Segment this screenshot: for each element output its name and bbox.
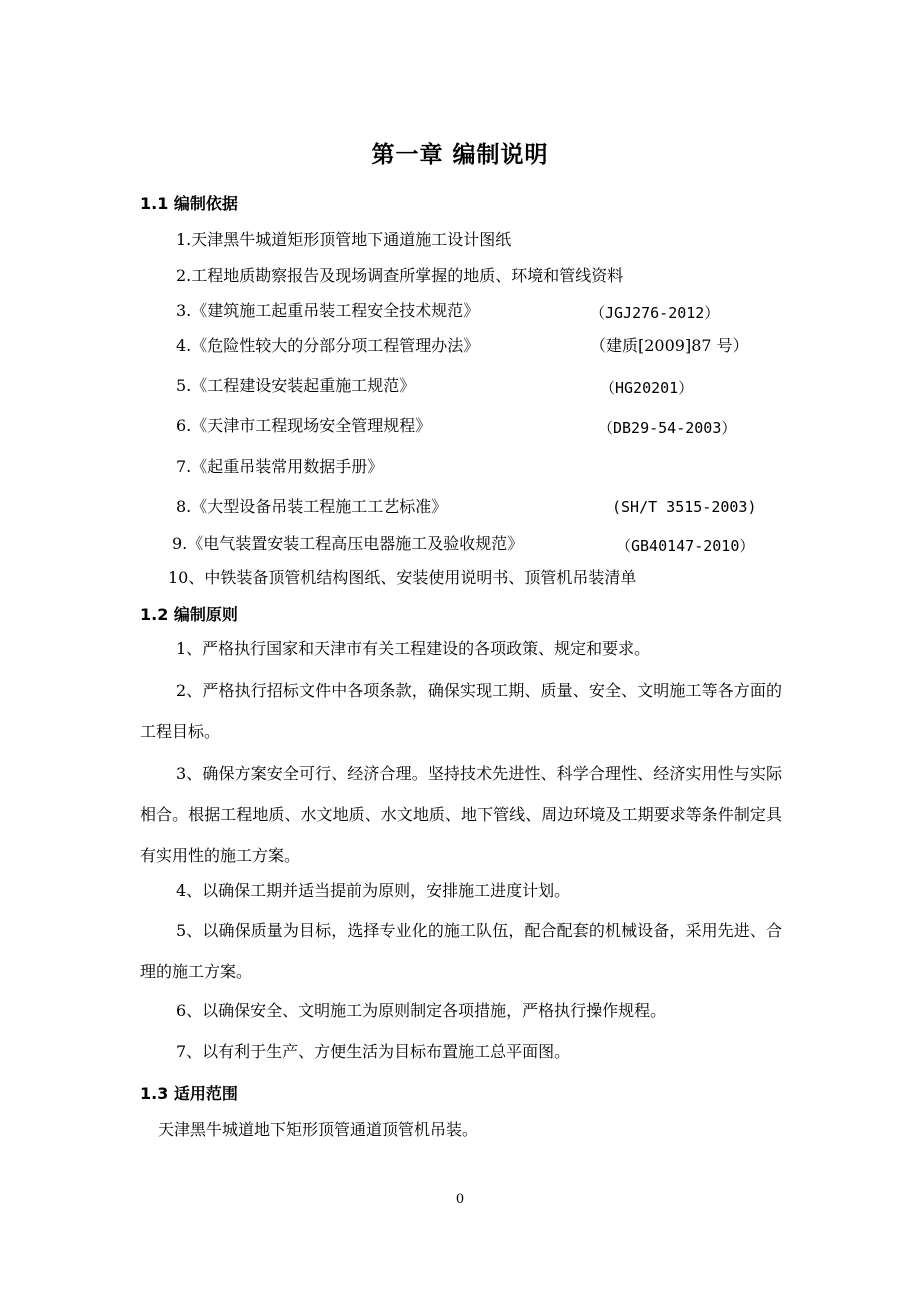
basis-item-code: （HG20201）	[600, 379, 694, 397]
basis-item: 10、中铁装备顶管机结构图纸、安装使用说明书、顶管机吊装清单	[168, 568, 637, 587]
section-heading-basis: 1.1 编制依据	[140, 194, 238, 213]
principle-paragraph: 1、严格执行国家和天津市有关工程建设的各项政策、规定和要求。	[176, 639, 651, 658]
basis-item-code: （JGJ276-2012）	[590, 304, 720, 322]
basis-item: 6.《天津市工程现场安全管理规程》	[176, 416, 432, 435]
basis-item-code: （DB29-54-2003）	[598, 419, 737, 437]
principle-paragraph: 4、以确保工期并适当提前为原则，安排施工进度计划。	[176, 881, 571, 900]
scope-text: 天津黑牛城道地下矩形顶管通道顶管机吊装。	[158, 1120, 479, 1139]
page-number: 0	[455, 1192, 465, 1207]
principle-paragraph: 2、严格执行招标文件中各项条款，确保实现工期、质量、安全、文明施工等各方面的工程目标。	[140, 681, 782, 741]
basis-item: 8.《大型设备吊装工程施工工艺标准》	[176, 497, 448, 516]
principle-paragraph: 5、以确保质量为目标，选择专业化的施工队伍，配合配套的机械设备，采用先进、合理的施工方案。	[140, 921, 782, 981]
basis-item: 1.天津黑牛城道矩形顶管地下通道施工设计图纸	[176, 230, 512, 249]
basis-item: 4.《危险性较大的分部分项工程管理办法》	[176, 336, 480, 355]
basis-item-code: (SH/T 3515-2003)	[612, 498, 757, 516]
basis-item: 7.《起重吊装常用数据手册》	[176, 457, 384, 476]
basis-item: 5.《工程建设安装起重施工规范》	[176, 376, 416, 395]
section-heading-scope: 1.3 适用范围	[140, 1084, 238, 1103]
basis-item-code: （建质[2009]87 号）	[590, 336, 749, 355]
principle-paragraph: 7、以有利于生产、方便生活为目标布置施工总平面图。	[176, 1042, 571, 1061]
chapter-title: 第一章 编制说明	[371, 142, 549, 168]
principle-paragraph: 6、以确保安全、文明施工为原则制定各项措施，严格执行操作规程。	[176, 1001, 667, 1020]
principle-paragraph: 3、确保方案安全可行、经济合理。坚持技术先进性、科学合理性、经济实用性与实际相合。根据工程地质、水文地质、水文地质、地下管线、周边环境及工期要求等条件制定具有实用性的施工方案。	[140, 764, 782, 865]
basis-item: 9.《电气装置安装工程高压电器施工及验收规范》	[172, 534, 524, 553]
basis-item: 3.《建筑施工起重吊装工程安全技术规范》	[176, 301, 480, 320]
basis-item-code: （GB40147-2010）	[616, 537, 755, 555]
section-heading-principles: 1.2 编制原则	[140, 605, 238, 624]
basis-item: 2.工程地质勘察报告及现场调查所掌握的地质、环境和管线资料	[176, 266, 624, 285]
